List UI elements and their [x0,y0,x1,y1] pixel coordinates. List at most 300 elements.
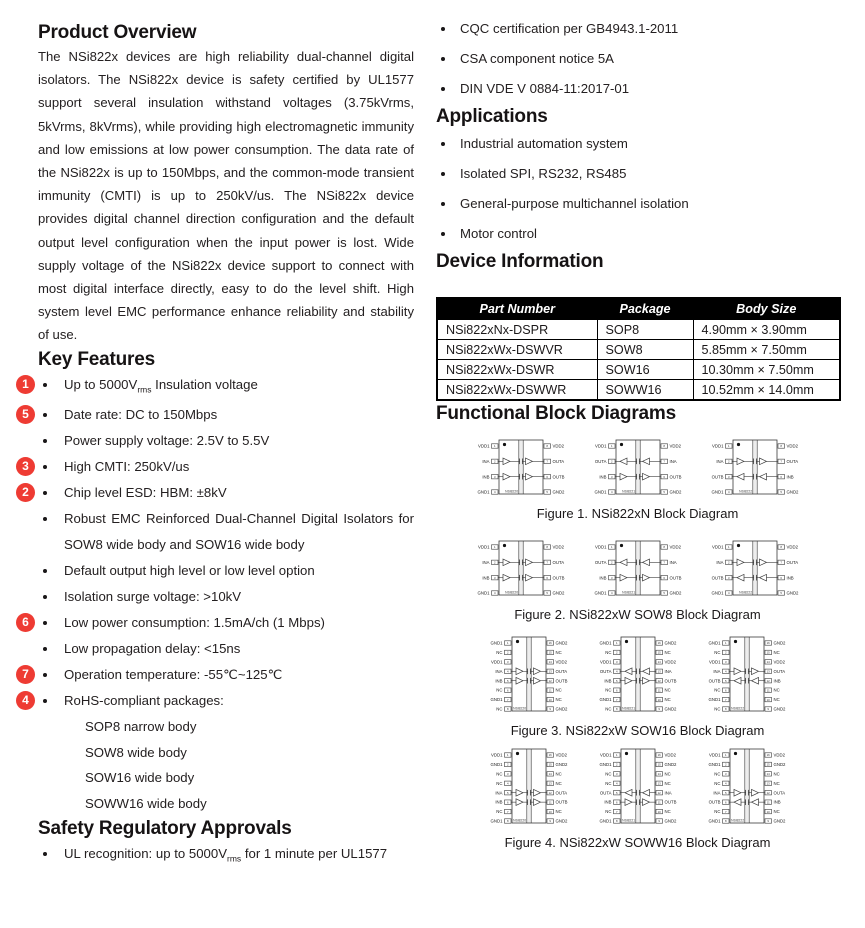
svg-text:INB: INB [773,799,781,805]
feature-subitem: SOW16 wide body [85,770,195,786]
svg-text:NC: NC [664,780,671,786]
product-overview-text: The NSi822x devices are high reliability dual-channel digital isolators. The NSi822x device is safety certified by UL1577 support several insulation withstand voltages (3.75kVrms, 5kVrms, 8kVrms), while providing high electromagnetic immunity and low emissions at low power consumption. The data rate of the NSi822x is up to 150Mbps, and the common-mode transient immunity (CMTI) is up to 250kV/us. The NSi822x device provides digital channel direction configuration and the default output level configuration when the input power is lost. Wide supply voltage of the NSi822x device support to connect with most digital interface directly, easy to do the level shift. High system level EMC performance enhance reliability and stability of use. [38,49,414,343]
svg-text:INA: INA [669,458,677,464]
svg-text:NC: NC [555,650,562,656]
feature-number-badge: 6 [16,613,35,632]
svg-text:2: 2 [615,650,618,655]
svg-text:7: 7 [506,697,509,702]
svg-text:13: 13 [548,781,552,786]
svg-text:VDD2: VDD2 [664,752,676,758]
svg-text:NSi8220: NSi8220 [504,489,518,494]
svg-text:OUTB: OUTB [708,799,720,805]
feature-number-badge: 5 [16,405,35,424]
svg-text:11: 11 [766,688,770,693]
svg-text:15: 15 [657,650,661,655]
svg-text:4: 4 [727,591,730,596]
svg-text:INA: INA [481,458,489,464]
section-title-device-information: Device Information [436,251,604,272]
svg-text:NSi8220: NSi8220 [512,818,526,823]
svg-text:16: 16 [766,753,770,758]
svg-text:GND2: GND2 [669,489,681,495]
svg-text:5: 5 [724,790,727,795]
svg-text:11: 11 [657,688,661,693]
svg-text:NSi8222: NSi8222 [738,590,752,595]
svg-text:12: 12 [657,678,661,683]
svg-text:9: 9 [548,707,551,712]
figure-3-diagrams [436,633,839,717]
svg-text:GND1: GND1 [490,640,502,646]
svg-text:5: 5 [724,678,727,683]
svg-text:OUTA: OUTA [599,668,611,674]
table-cell: 10.52mm × 14.0mm [693,380,840,401]
svg-text:8: 8 [662,545,665,550]
feature-text: Up to $5000V_{rms}$ Insulation voltage [64,376,258,395]
svg-text:6: 6 [506,800,509,805]
table-header-cell: Package [597,298,693,320]
bullet-text: Motor control [460,226,537,241]
svg-text:GND1: GND1 [599,762,611,768]
svg-text:NSi8220: NSi8220 [504,590,518,595]
svg-text:NC: NC [773,780,780,786]
svg-text:8: 8 [545,545,548,550]
svg-text:NC: NC [555,771,562,777]
svg-text:NC: NC [495,771,502,777]
svg-text:16: 16 [657,753,661,758]
applications-list [436,129,839,249]
svg-text:INB: INB [481,474,489,480]
feature-subitem: SOW8 wide body [85,744,187,760]
svg-text:5: 5 [662,591,665,596]
svg-text:3: 3 [724,660,727,665]
block-diagram-chip [588,745,688,829]
svg-text:OUTB: OUTB [555,678,567,684]
svg-text:8: 8 [545,444,548,449]
svg-text:2: 2 [615,762,618,767]
svg-text:3: 3 [506,772,509,777]
svg-text:3: 3 [727,575,730,580]
svg-text:NSi8221: NSi8221 [621,818,635,823]
svg-text:4: 4 [615,669,618,674]
feature-number-badge: 1 [16,375,35,394]
svg-text:1: 1 [610,444,613,449]
feature-subitem: SOWW16 wide body [85,795,207,811]
svg-text:VDD1: VDD1 [708,752,720,758]
table-row [437,340,840,360]
svg-text:NC: NC [713,687,720,693]
table-row [437,360,840,380]
svg-text:3: 3 [493,575,496,580]
svg-text:OUTB: OUTB [711,474,723,480]
svg-text:16: 16 [548,641,552,646]
right-column [436,14,839,851]
svg-text:3: 3 [493,474,496,479]
svg-text:4: 4 [724,781,727,786]
svg-text:2: 2 [493,459,496,464]
bullet-text: UL recognition: up to $5000V_{rms}$ for 1 minute per UL1577 [64,846,388,864]
svg-text:INB: INB [786,474,794,480]
svg-text:GND1: GND1 [708,640,720,646]
svg-text:NC: NC [713,650,720,656]
bullet-item [436,189,839,219]
svg-text:5: 5 [545,490,548,495]
svg-text:GND2: GND2 [773,762,785,768]
svg-text:GND2: GND2 [669,590,681,596]
svg-text:15: 15 [766,762,770,767]
svg-text:NSi8222: NSi8222 [730,818,744,823]
svg-text:1: 1 [506,641,509,646]
svg-text:GND2: GND2 [552,489,564,495]
svg-text:GND1: GND1 [594,590,606,596]
svg-text:GND1: GND1 [490,818,502,824]
svg-text:NC: NC [664,771,671,777]
table-cell: SOW16 [597,360,693,380]
block-diagram-chip [584,537,692,601]
svg-text:VDD1: VDD1 [599,752,611,758]
svg-text:6: 6 [662,474,665,479]
feature-text: High CMTI: 250kV/us [64,459,190,475]
svg-text:2: 2 [610,560,613,565]
svg-text:7: 7 [545,560,548,565]
svg-text:NC: NC [604,809,611,815]
bullet-text: CSA component notice 5A [460,51,614,66]
svg-text:NC: NC [773,697,780,703]
svg-text:7: 7 [724,809,727,814]
svg-text:OUTA: OUTA [773,790,785,796]
svg-text:13: 13 [657,781,661,786]
svg-text:5: 5 [506,790,509,795]
svg-text:VDD2: VDD2 [664,659,676,665]
svg-text:GND1: GND1 [708,818,720,824]
svg-text:12: 12 [548,790,552,795]
svg-text:NC: NC [773,809,780,815]
block-diagram-chip [588,633,688,717]
svg-text:GND1: GND1 [708,697,720,703]
figure-4-diagrams [436,745,839,829]
svg-text:16: 16 [548,753,552,758]
svg-text:VDD2: VDD2 [773,752,785,758]
feature-item [38,428,414,454]
feature-text: Robust EMC Reinforced Dual-Channel Digital Isolators for SOW8 wide body and SOW16 wide body [64,511,414,553]
svg-text:2: 2 [610,459,613,464]
svg-text:OUTB: OUTB [552,575,564,581]
svg-text:3: 3 [506,660,509,665]
svg-text:OUTA: OUTA [555,790,567,796]
svg-text:9: 9 [657,707,660,712]
figure-4-caption: Figure 4. NSi822xW SOWW16 Block Diagram [504,835,771,850]
feature-item [22,372,414,403]
svg-text:13: 13 [548,669,552,674]
svg-text:NSi8221: NSi8221 [621,706,635,711]
svg-text:1: 1 [493,545,496,550]
svg-text:7: 7 [662,560,665,565]
svg-text:NSi8221: NSi8221 [621,590,635,595]
svg-text:6: 6 [779,474,782,479]
svg-text:NC: NC [604,706,611,712]
svg-text:14: 14 [548,660,552,665]
svg-text:5: 5 [662,490,665,495]
svg-text:OUTB: OUTB [555,799,567,805]
svg-text:OUTB: OUTB [711,575,723,581]
figure-2-diagrams [436,537,839,601]
svg-text:NC: NC [664,650,671,656]
bullet-item [436,159,839,189]
svg-text:4: 4 [493,490,496,495]
feature-item [38,636,414,662]
svg-text:1: 1 [493,444,496,449]
svg-text:GND2: GND2 [664,640,676,646]
svg-text:11: 11 [548,800,552,805]
svg-text:INB: INB [481,575,489,581]
feature-item [22,402,414,428]
svg-text:NC: NC [495,809,502,815]
svg-text:2: 2 [493,560,496,565]
svg-text:7: 7 [615,809,618,814]
table-cell: SOW8 [597,340,693,360]
svg-text:6: 6 [506,688,509,693]
svg-text:6: 6 [615,688,618,693]
svg-text:GND2: GND2 [664,706,676,712]
bullet-item [436,14,839,44]
svg-text:5: 5 [545,591,548,596]
bullet-text: General-purpose multichannel isolation [460,196,689,211]
svg-text:11: 11 [657,800,661,805]
svg-text:OUTA: OUTA [786,458,798,464]
svg-text:6: 6 [615,800,618,805]
svg-text:10: 10 [548,697,552,702]
block-diagram-chip [467,436,575,500]
svg-text:8: 8 [506,819,509,824]
svg-text:OUTA: OUTA [773,668,785,674]
svg-text:13: 13 [766,781,770,786]
svg-text:INA: INA [715,559,723,565]
svg-text:INA: INA [712,790,720,796]
svg-text:GND1: GND1 [490,697,502,703]
section-title-applications: Applications [436,106,548,127]
svg-text:NC: NC [555,809,562,815]
svg-text:INA: INA [669,559,677,565]
svg-text:1: 1 [727,444,730,449]
svg-text:12: 12 [657,790,661,795]
svg-text:NSi8220: NSi8220 [512,706,526,711]
table-cell: NSi822xNx-DSPR [437,320,597,340]
svg-text:3: 3 [615,660,618,665]
svg-text:10: 10 [657,809,661,814]
svg-text:15: 15 [548,650,552,655]
table-cell: 5.85mm × 7.50mm [693,340,840,360]
bullet-text: DIN VDE V 0884-11:2017-01 [460,81,630,96]
svg-text:7: 7 [779,459,782,464]
svg-text:INB: INB [786,575,794,581]
bullet-item [436,74,839,104]
svg-text:GND1: GND1 [711,590,723,596]
svg-text:9: 9 [766,819,769,824]
svg-text:1: 1 [724,753,727,758]
svg-text:NC: NC [604,650,611,656]
svg-text:8: 8 [615,707,618,712]
svg-text:1: 1 [724,641,727,646]
svg-text:9: 9 [657,819,660,824]
svg-text:OUTA: OUTA [552,559,564,565]
svg-text:OUTA: OUTA [599,790,611,796]
svg-text:GND1: GND1 [599,818,611,824]
svg-text:GND2: GND2 [773,706,785,712]
svg-text:OUTA: OUTA [594,458,606,464]
bullet-item [436,44,839,74]
svg-text:4: 4 [610,490,613,495]
svg-text:VDD2: VDD2 [669,443,681,449]
svg-text:NC: NC [495,687,502,693]
svg-text:NC: NC [555,780,562,786]
svg-text:9: 9 [766,707,769,712]
table-header-cell: Body Size [693,298,840,320]
feature-item [38,506,414,558]
figure-3 [436,633,839,739]
feature-item [38,558,414,584]
svg-text:13: 13 [766,669,770,674]
feature-number-badge: 7 [16,665,35,684]
svg-text:6: 6 [724,688,727,693]
key-features-list [22,372,414,817]
svg-text:4: 4 [724,669,727,674]
svg-text:GND2: GND2 [786,489,798,495]
svg-text:VDD2: VDD2 [669,544,681,550]
svg-text:NC: NC [713,809,720,815]
table-cell: 10.30mm × 7.50mm [693,360,840,380]
svg-text:3: 3 [610,474,613,479]
svg-text:OUTB: OUTB [664,678,676,684]
svg-text:VDD2: VDD2 [552,443,564,449]
svg-text:10: 10 [657,697,661,702]
table-header-cell: Part Number [437,298,597,320]
svg-text:8: 8 [615,819,618,824]
svg-text:8: 8 [506,707,509,712]
svg-text:OUTB: OUTB [708,678,720,684]
safety-approvals-list [38,841,414,872]
figure-3-caption: Figure 3. NSi822xW SOW16 Block Diagram [510,723,765,738]
svg-text:5: 5 [779,490,782,495]
bullet-text: Industrial automation system [460,136,628,151]
svg-text:16: 16 [766,641,770,646]
svg-text:2: 2 [724,762,727,767]
svg-text:14: 14 [657,772,661,777]
svg-text:GND2: GND2 [555,818,567,824]
section-title-product-overview: Product Overview [38,22,197,43]
svg-text:INB: INB [494,799,502,805]
svg-text:NC: NC [773,771,780,777]
svg-text:NC: NC [664,687,671,693]
feature-item [22,662,414,688]
svg-text:NC: NC [664,809,671,815]
svg-text:7: 7 [506,809,509,814]
svg-text:VDD1: VDD1 [594,544,606,550]
svg-text:GND1: GND1 [490,762,502,768]
feature-text: Date rate: DC to 150Mbps [64,407,218,423]
table-cell: NSi822xWx-DSWWR [437,380,597,401]
svg-text:INA: INA [481,559,489,565]
table-cell: SOWW16 [597,380,693,401]
section-title-safety-regulatory-approvals: Safety Regulatory Approvals [38,818,292,840]
svg-text:3: 3 [727,474,730,479]
svg-text:NC: NC [555,687,562,693]
svg-text:GND1: GND1 [594,489,606,495]
svg-text:VDD1: VDD1 [594,443,606,449]
table-row [437,380,840,401]
svg-text:VDD1: VDD1 [711,443,723,449]
svg-text:NC: NC [604,687,611,693]
block-diagram-chip [697,633,797,717]
svg-text:10: 10 [766,809,770,814]
svg-text:7: 7 [724,697,727,702]
svg-text:14: 14 [548,772,552,777]
svg-text:3: 3 [610,575,613,580]
table-row [437,320,840,340]
svg-text:16: 16 [657,641,661,646]
svg-text:4: 4 [493,591,496,596]
svg-text:5: 5 [779,591,782,596]
svg-text:GND2: GND2 [555,762,567,768]
svg-text:NSi8221: NSi8221 [621,489,635,494]
svg-text:12: 12 [548,678,552,683]
svg-text:VDD1: VDD1 [490,659,502,665]
svg-text:8: 8 [662,444,665,449]
svg-text:3: 3 [615,772,618,777]
svg-text:NC: NC [495,706,502,712]
svg-text:7: 7 [615,697,618,702]
svg-text:7: 7 [545,459,548,464]
svg-text:NC: NC [555,697,562,703]
svg-text:VDD1: VDD1 [711,544,723,550]
svg-text:GND2: GND2 [555,706,567,712]
feature-text: Chip level ESD: HBM: ±8kV [64,485,227,501]
svg-text:INA: INA [494,668,502,674]
svg-text:INB: INB [603,799,611,805]
table-cell: 4.90mm × 3.90mm [693,320,840,340]
svg-text:INB: INB [603,678,611,684]
svg-text:7: 7 [662,459,665,464]
table-cell: NSi822xWx-DSWR [437,360,597,380]
feature-subitem: SOP8 narrow body [85,719,197,735]
svg-text:GND2: GND2 [664,818,676,824]
block-diagram-chip [697,745,797,829]
certifications-list [436,14,839,104]
svg-text:3: 3 [724,772,727,777]
svg-text:NC: NC [773,650,780,656]
svg-text:10: 10 [548,809,552,814]
svg-text:6: 6 [779,575,782,580]
svg-text:1: 1 [615,753,618,758]
svg-text:VDD2: VDD2 [555,659,567,665]
svg-text:GND1: GND1 [711,489,723,495]
svg-text:VDD2: VDD2 [555,752,567,758]
svg-text:VDD2: VDD2 [773,659,785,665]
svg-text:6: 6 [662,575,665,580]
feature-number-badge: 4 [16,691,35,710]
svg-text:NC: NC [713,780,720,786]
svg-text:GND2: GND2 [786,590,798,596]
svg-text:VDD1: VDD1 [599,659,611,665]
block-diagram-chip [701,436,809,500]
svg-text:11: 11 [548,688,552,693]
svg-text:NC: NC [495,780,502,786]
device-information-table [436,297,841,401]
figure-1-caption: Figure 1. NSi822xN Block Diagram [536,506,739,521]
svg-text:GND1: GND1 [477,489,489,495]
table-cell: NSi822xWx-DSWVR [437,340,597,360]
svg-text:6: 6 [545,474,548,479]
svg-text:INB: INB [773,678,781,684]
figure-1 [436,436,839,522]
feature-item [22,454,414,480]
